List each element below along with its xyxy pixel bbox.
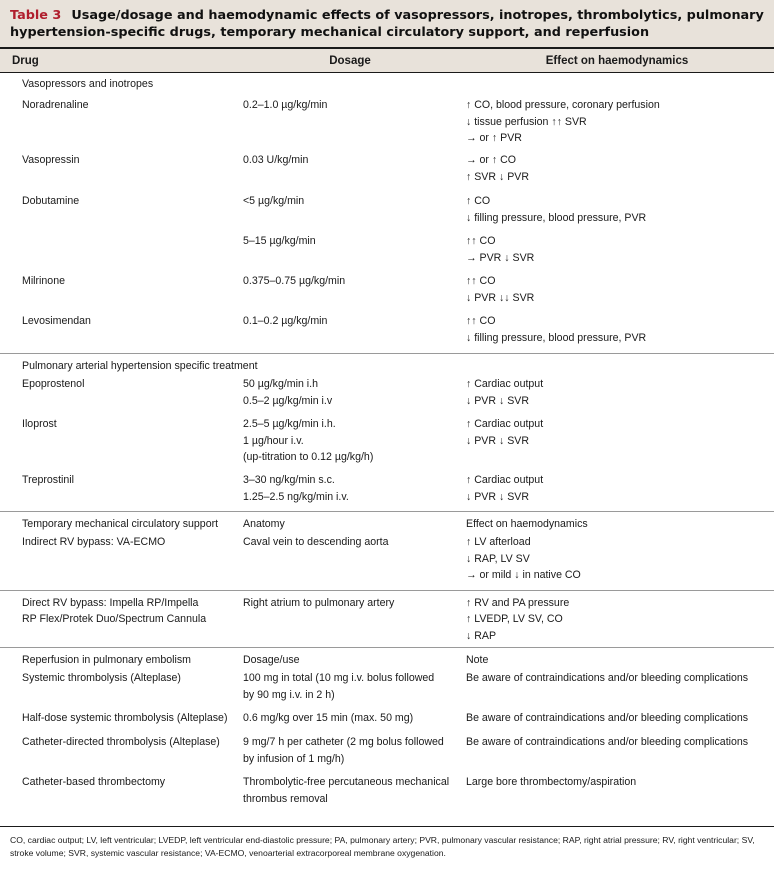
cell-dosage	[243, 73, 466, 95]
table-row	[0, 511, 774, 534]
table-row	[0, 273, 774, 313]
table-row	[0, 472, 774, 511]
cell-dosage: 0.1–0.2 µg/kg/min	[243, 315, 328, 327]
cell-effect: ↑ Cardiac output ↓ PVR ↓ SVR	[466, 418, 544, 447]
cell-effect: ↑↑ CO → PVR ↓ SVR	[466, 235, 535, 264]
cell-effect: ↑ Cardiac output ↓ PVR ↓ SVR	[466, 378, 544, 407]
cell-note: Large bore thrombectomy/aspiration	[466, 776, 637, 788]
table-row	[0, 376, 774, 416]
table-row	[0, 734, 774, 774]
cell-drug: Levosimendan	[22, 315, 91, 327]
subheader-anatomy: Anatomy	[243, 511, 466, 534]
bottom-rule	[0, 826, 774, 827]
table-row	[0, 590, 774, 647]
table-row	[0, 534, 774, 590]
cell-anatomy: Right atrium to pulmonary artery	[243, 590, 466, 647]
cell-drug	[0, 233, 243, 273]
table-row	[0, 193, 774, 233]
data-table	[0, 73, 774, 810]
table-row	[0, 670, 774, 710]
column-header-row	[0, 49, 774, 73]
table-caption	[0, 0, 774, 49]
cell-effect: ↑↑ CO ↓ filling pressure, blood pressure, PVR	[466, 315, 647, 344]
cell-device: Indirect RV bypass: VA-ECMO	[22, 536, 166, 548]
cell-effect	[466, 73, 774, 95]
table-row	[0, 710, 774, 734]
header-effect: Effect on haemodynamics	[545, 54, 689, 67]
cell-device: Direct RV bypass: Impella RP/Impella RP Flex/Protek Duo/Spectrum Cannula	[0, 590, 243, 647]
table-row	[0, 353, 774, 376]
cell-dosage: 2.5–5 µg/kg/min i.h. 1 µg/hour i.v. (up-titration to 0.12 µg/kg/h)	[243, 418, 374, 463]
table-row	[0, 152, 774, 193]
subheader-effect: Effect on haemodynamics	[466, 511, 774, 534]
table-row	[0, 416, 774, 472]
cell-effect: ↑ CO, blood pressure, coronary perfusion ↓ tissue perfusion ↑↑ SVR → or ↑ PVR	[466, 99, 660, 144]
table-row	[0, 73, 774, 95]
cell-dosage: 100 mg in total (10 mg i.v. bolus followed by 90 mg i.v. in 2 h)	[243, 672, 435, 701]
table-row	[0, 774, 774, 810]
table-number: Table 3	[10, 8, 62, 23]
cell-treatment: Catheter-based thrombectomy	[22, 776, 166, 788]
cell-anatomy: Caval vein to descending aorta	[243, 536, 389, 548]
cell-effect: → or ↑ CO ↑ SVR ↓ PVR	[466, 154, 529, 183]
cell-drug: Epoprostenol	[22, 378, 85, 390]
cell-dosage: 0.375–0.75 µg/kg/min	[243, 275, 346, 287]
cell-dosage: 0.03 U/kg/min	[243, 154, 309, 166]
cell-treatment: Systemic thrombolysis (Alteplase)	[22, 672, 181, 684]
cell-dosage: 0.2–1.0 µg/kg/min	[243, 99, 328, 111]
cell-treatment: Half-dose systemic thrombolysis (Alteplase)	[22, 712, 228, 724]
table-row	[0, 95, 774, 152]
cell-note: Be aware of contraindications and/or bleeding complications	[466, 736, 749, 748]
table-footnote: CO, cardiac output; LV, left ventricular; LVEDP, left ventricular end-diastolic pressure; PA, pulmonary artery; PVR, pulmonary vascular resistance; RAP, right atrial pressure; RV, right ventricular; SV, stroke volume; SVR, systemic vascular resistance; VA-ECMO, venoarterial extracorporeal membrane oxygenation.	[10, 835, 755, 858]
table-row	[0, 647, 774, 670]
cell-drug: Vasopressin	[22, 154, 80, 166]
cell-effect: ↑ Cardiac output ↓ PVR ↓ SVR	[466, 474, 544, 503]
cell-dosage: 5–15 µg/kg/min	[243, 235, 316, 247]
cell-effect: ↑ RV and PA pressure ↑ LVEDP, LV SV, CO ↓ RAP	[466, 590, 774, 647]
cell-dosage: 9 mg/7 h per catheter (2 mg bolus followed by infusion of 1 mg/h)	[243, 736, 444, 765]
cell-dosage: Thrombolytic-free percutaneous mechanical thrombus removal	[243, 776, 450, 805]
table-title: Usage/dosage and haemodynamic effects of vasopressors, inotropes, thrombolytics, pulmonary hypertension-specific drugs, temporary mechanical circulatory support, and reperfusion	[10, 8, 764, 40]
cell-effect: ↑ CO ↓ filling pressure, blood pressure, PVR	[466, 195, 647, 224]
cell-dosage: 3–30 ng/kg/min s.c. 1.25–2.5 ng/kg/min i.v.	[243, 474, 349, 503]
subheader-note: Note	[466, 647, 774, 670]
section-heading: Reperfusion in pulmonary embolism	[0, 647, 243, 670]
cell-effect: ↑↑ CO ↓ PVR ↓↓ SVR	[466, 275, 535, 304]
section-heading: Pulmonary arterial hypertension specific treatment	[0, 353, 774, 376]
section-heading: Vasopressors and inotropes	[22, 78, 154, 90]
cell-drug: Milrinone	[22, 275, 65, 287]
cell-drug: Iloprost	[22, 418, 57, 430]
cell-dosage: 0.6 mg/kg over 15 min (max. 50 mg)	[243, 712, 414, 724]
cell-note: Be aware of contraindications and/or bleeding complications	[466, 712, 749, 724]
subheader-dosage-use: Dosage/use	[243, 647, 466, 670]
table-row	[0, 233, 774, 273]
cell-drug: Noradrenaline	[22, 99, 89, 111]
cell-note: Be aware of contraindications and/or bleeding complications	[466, 672, 749, 684]
cell-drug: Dobutamine	[22, 195, 80, 207]
cell-dosage: <5 µg/kg/min	[243, 195, 305, 207]
section-heading: Temporary mechanical circulatory support	[0, 511, 243, 534]
header-dosage: Dosage	[329, 54, 371, 67]
cell-treatment: Catheter-directed thrombolysis (Alteplase)	[22, 736, 220, 748]
header-drug: Drug	[12, 54, 39, 67]
table-row	[0, 313, 774, 353]
table-title-block	[10, 7, 764, 41]
cell-dosage: 50 µg/kg/min i.h 0.5–2 µg/kg/min i.v	[243, 378, 333, 407]
cell-drug: Treprostinil	[22, 474, 75, 486]
cell-effect: ↑ LV afterload ↓ RAP, LV SV → or mild ↓ in native CO	[466, 536, 581, 581]
